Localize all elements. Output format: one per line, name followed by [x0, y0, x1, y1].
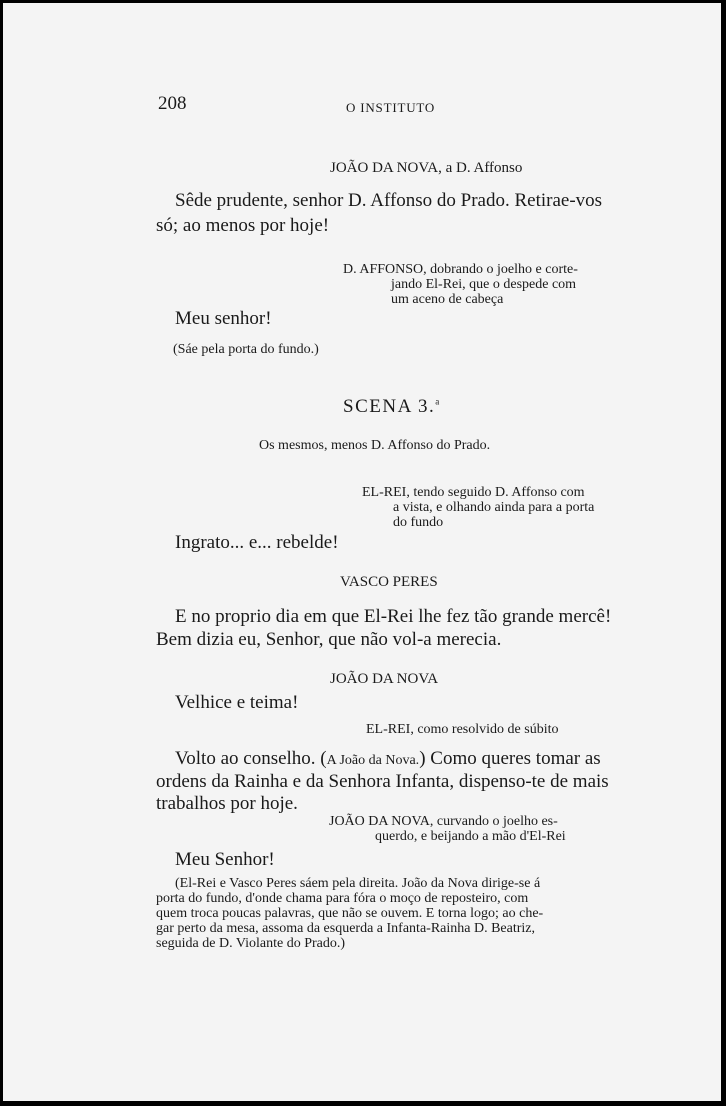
scene-title: [343, 396, 441, 418]
speaker-note: a D. Affonso: [445, 160, 523, 176]
speaker-d-affonso: [343, 262, 578, 277]
speaker-name: EL-REI,: [366, 722, 414, 737]
speaker-el-rei: [362, 485, 585, 500]
speaker-vasco-peres: VASCO PERES: [340, 574, 438, 590]
dialogue-line: Ingrato... e... rebelde!: [175, 532, 339, 553]
stage-direction-line: quem troca poucas palavras, que não se ouvem. E torna logo; ao che-: [156, 906, 544, 921]
stage-direction: do fundo: [393, 515, 444, 530]
stage-direction: curvando o joelho es-: [436, 814, 558, 829]
scene-title-text: SCENA 3.: [343, 396, 436, 417]
dialogue-text: ) Como queres tomar as: [419, 748, 601, 769]
scene-cast: Os mesmos, menos D. Affonso do Prado.: [259, 438, 491, 453]
speaker-el-rei: [366, 722, 558, 737]
stage-direction: tendo seguido D. Affonso com: [413, 485, 585, 500]
stage-direction: querdo, e beijando a mão d'El-Rei: [375, 829, 566, 844]
dialogue-line: Meu Senhor!: [175, 849, 275, 870]
stage-direction: (Sáe pela porta do fundo.): [173, 342, 319, 357]
dialogue-line: Bem dizia eu, Senhor, que não vol-a merecia.: [156, 629, 502, 650]
speaker-joao-da-nova: [329, 814, 558, 829]
inline-stage-direction: A João da Nova.: [326, 753, 420, 768]
speaker-name: EL-REI,: [362, 485, 410, 500]
dialogue-line: Sêde prudente, senhor D. Affonso do Prado. Retirae-vos: [175, 190, 603, 211]
dialogue-line: ordens da Rainha e da Senhora Infanta, dispenso-te de mais: [156, 771, 609, 792]
stage-direction: um aceno de cabeça: [391, 292, 504, 307]
speaker-name: D. AFFONSO,: [343, 262, 427, 277]
stage-direction: dobrando o joelho e corte-: [430, 262, 578, 277]
stage-direction-line: porta do fundo, d'onde chama para fóra o moço de reposteiro, com: [156, 891, 529, 906]
scene-title-superscript: a: [435, 396, 441, 407]
stage-direction: a vista, e olhando ainda para a porta: [393, 500, 595, 515]
running-title: O INSTITUTO: [346, 100, 436, 115]
dialogue-line: Meu senhor!: [175, 308, 272, 329]
speaker-joao-da-nova: JOÃO DA NOVA: [330, 671, 439, 687]
dialogue-line: [175, 747, 601, 772]
dialogue-line: só; ao menos por hoje!: [156, 215, 330, 236]
dialogue-line: E no proprio dia em que El-Rei lhe fez tão grande mercê!: [175, 606, 612, 627]
dialogue-text: Volto ao conselho. (: [175, 748, 327, 769]
stage-direction-line: seguida de D. Violante do Prado.): [156, 936, 346, 951]
stage-direction: como resolvido de súbito: [417, 722, 559, 737]
dialogue-line: trabalhos por hoje.: [156, 793, 298, 814]
book-page: [3, 3, 721, 1101]
speaker-name: JOÃO DA NOVA,: [330, 160, 442, 176]
dialogue-line: Velhice e teima!: [175, 692, 299, 713]
speaker-joao-da-nova: [330, 160, 522, 177]
stage-direction: jando El-Rei, que o despede com: [391, 277, 577, 292]
stage-direction-line: gar perto da mesa, assoma da esquerda a Infanta-Rainha D. Beatriz,: [156, 921, 536, 936]
speaker-name: JOÃO DA NOVA,: [329, 814, 434, 829]
stage-direction-line: (El-Rei e Vasco Peres sáem pela direita. João da Nova dirige-se á: [175, 876, 541, 891]
page-number: 208: [158, 93, 187, 114]
